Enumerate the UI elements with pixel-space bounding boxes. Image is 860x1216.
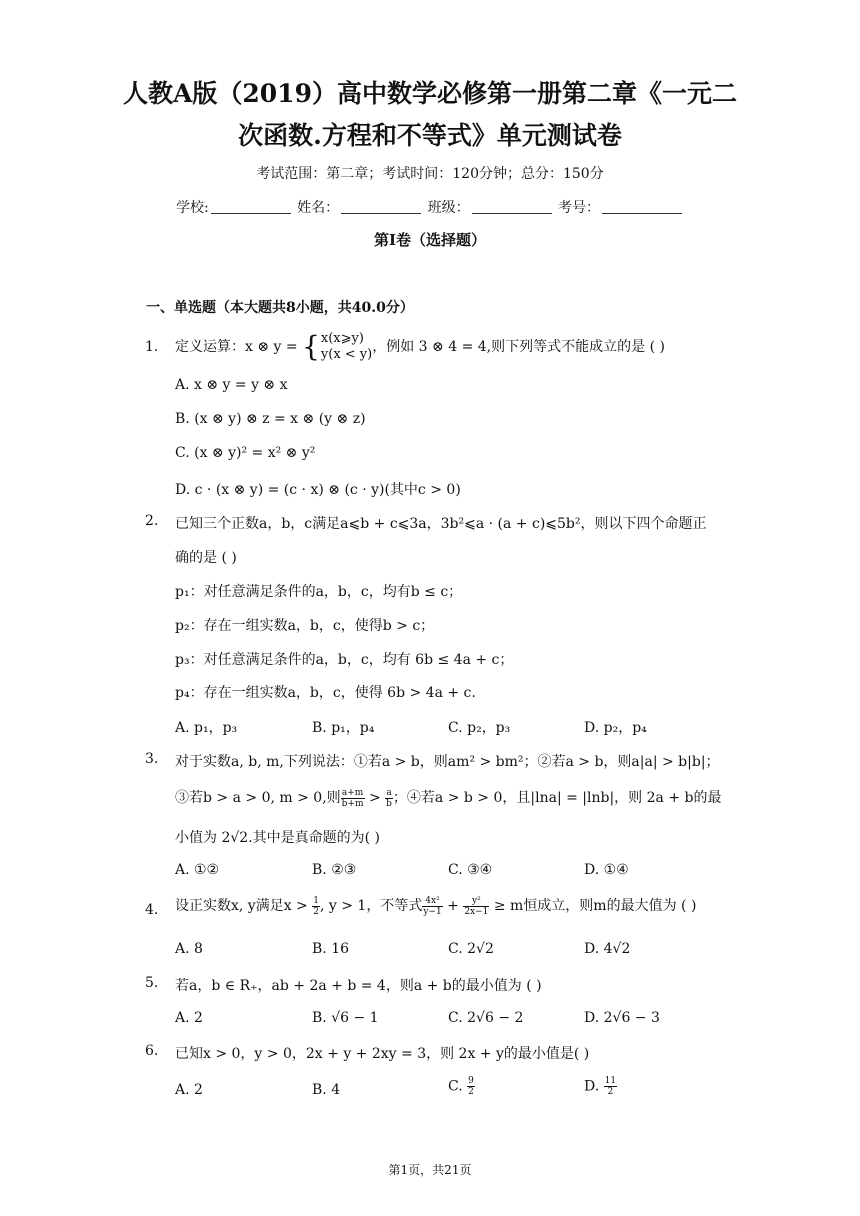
q4-option-b[interactable]: B. 16 [312,941,350,957]
q6-option-a[interactable]: A. 2 [175,1082,203,1098]
volume-heading: 第I卷（选择题） [373,231,487,249]
q2-option-a[interactable]: A. p₁，p₃ [175,720,238,736]
q4-plus: + [442,898,464,914]
title-line-2: 次函数.方程和不等式》单元测试卷 [238,121,622,150]
question-4-number: 4. [145,902,159,918]
question-1-stem [175,331,665,363]
class-label: 班级： [427,200,470,216]
q6-option-c[interactable] [448,1076,475,1097]
fraction-denominator: 2 [313,906,319,917]
q5-option-d[interactable]: D. 2√6 − 3 [584,1010,660,1026]
q6-option-b[interactable]: B. 4 [312,1082,341,1098]
piece-2: y(x < y) [320,347,373,362]
q1-option-b[interactable]: B. (x ⊗ y) ⊗ z = x ⊗ (y ⊗ z) [175,411,366,427]
q4-text-c: ≥ m恒成立，则m的最大值为 ( ) [489,898,697,914]
exam-number-label: 考号： [558,200,601,216]
question-5-number: 5. [145,975,159,991]
q4-option-d[interactable]: D. 4√2 [584,941,631,957]
question-2-number: 2. [145,513,159,529]
fraction-eleven-halves [604,1076,617,1097]
brace-symbol: { [302,330,320,363]
fraction-numerator: y² [463,896,489,907]
q2-proposition-4: p₄：存在一组实数a，b，c，使得 6b > 4a + c. [175,685,476,701]
option-letter: C. [448,1078,468,1095]
q4-text-a: 设正实数x, y满足x > [175,898,313,914]
q4-option-a[interactable]: A. 8 [175,941,203,957]
fraction-denominator: 2 [607,1087,614,1097]
q2-proposition-2: p₂：存在一组实数a，b，c，使得b > c； [175,618,435,634]
fraction-numerator: 4x² [422,896,442,907]
title-line-1: 人教A版（2019）高中数学必修第一册第二章《一元二 [123,79,737,108]
fraction-numerator: a [386,787,392,798]
q3-option-a[interactable]: A. ①② [175,862,220,878]
question-4-stem [175,895,696,917]
school-blank[interactable] [211,201,291,214]
question-3-number: 3. [145,751,159,767]
q1-text-suffix: ，例如 3 ⊗ 4 = 4,则下列等式不能成立的是 ( ) [372,339,665,355]
q3-line2-a: ③若b > a > 0, m > 0,则 [175,790,341,806]
q1-option-a[interactable]: A. x ⊗ y = y ⊗ x [175,377,288,393]
q4-text-b: , y > 1，不等式 [319,898,423,914]
q3-line2-b: > [364,790,386,806]
q2-option-d[interactable]: D. p₂，p₄ [584,720,647,736]
fraction-a-plus-m [341,788,365,809]
school-label: 学校: [175,200,209,216]
q1-option-c[interactable]: C. (x ⊗ y)² = x² ⊗ y² [175,445,316,461]
section-heading: 一、单选题（本大题共8小题，共40.0分） [146,300,414,316]
fraction-numerator: a+m [341,787,364,798]
piecewise-definition [321,331,372,363]
q6-option-d[interactable] [584,1076,617,1097]
question-5-stem: 若a，b ∈ R₊，ab + 2a + b = 4，则a + b的最小值为 ( ) [175,978,542,994]
exam-number-blank[interactable] [602,201,682,214]
q3-line2-c: ；④若a > b > 0，且|lna| = |lnb|，则 2a + b的最 [392,790,722,806]
q5-option-b[interactable]: B. √6 − 1 [312,1010,379,1026]
question-3-line-1: 对于实数a, b, m,下列说法：①若a > b，则am² > bm²；②若a > b，则a|a| > b|b|； [175,754,720,770]
question-6-number: 6. [145,1043,159,1059]
q5-option-a[interactable]: A. 2 [175,1010,203,1026]
q2-option-c[interactable]: C. p₂，p₃ [448,720,511,736]
fraction-4x2-over-y-minus-1 [422,896,442,917]
question-3-line-3: 小值为 2√2.其中是真命题的为( ) [175,830,381,846]
fraction-denominator: 2 [468,1087,474,1097]
name-blank[interactable] [341,201,421,214]
question-3-line-2 [175,787,721,809]
fraction-denominator: b+m [341,798,364,809]
student-fields [0,197,860,217]
fraction-numerator: 9 [468,1076,474,1086]
piece-1: x(x⩾y) [320,331,364,346]
option-letter: D. [584,1078,604,1095]
q3-option-c[interactable]: C. ③④ [448,862,493,878]
name-label: 姓名： [297,200,340,216]
q4-option-c[interactable]: C. 2√2 [448,941,494,957]
q1-option-d[interactable]: D. c · (x ⊗ y) = (c · x) ⊗ (c · y)(其中c > 0) [175,482,461,498]
fraction-a-over-b [385,788,393,809]
fraction-numerator: 11 [604,1076,617,1086]
fraction-denominator: y−1 [423,906,442,917]
fraction-denominator: b [386,798,392,809]
q1-text-prefix: 定义运算：x ⊗ y = [175,339,303,355]
question-1-number: 1. [145,339,159,355]
q3-option-b[interactable]: B. ②③ [312,862,357,878]
question-2-line-2: 确的是 ( ) [175,550,237,566]
fraction-one-half [312,896,320,917]
fraction-numerator: 1 [313,895,319,906]
q2-proposition-3: p₃：对任意满足条件的a，b，c，均有 6b ≤ 4a + c； [175,652,514,668]
exam-info: 考试范围：第二章；考试时间：120分钟；总分：150分 [256,166,604,182]
q5-option-c[interactable]: C. 2√6 − 2 [448,1010,524,1026]
q3-option-d[interactable]: D. ①④ [584,862,629,878]
fraction-nine-halves [467,1076,475,1097]
q2-proposition-1: p₁：对任意满足条件的a，b，c，均有b ≤ c； [175,584,463,600]
fraction-denominator: 2x−1 [464,906,489,917]
q2-option-b[interactable]: B. p₁，p₄ [312,720,375,736]
fraction-y2-over-2x-minus-1 [463,896,489,917]
class-blank[interactable] [472,201,552,214]
page-footer: 第1页，共21页 [388,1163,472,1177]
question-2-line-1: 已知三个正数a，b，c满足a⩽b + c⩽3a，3b²⩽a · (a + c)⩽5b²，则以下四个命题正 [175,516,707,532]
question-6-stem: 已知x > 0，y > 0，2x + y + 2xy = 3，则 2x + y的最小值是( ) [175,1046,590,1062]
